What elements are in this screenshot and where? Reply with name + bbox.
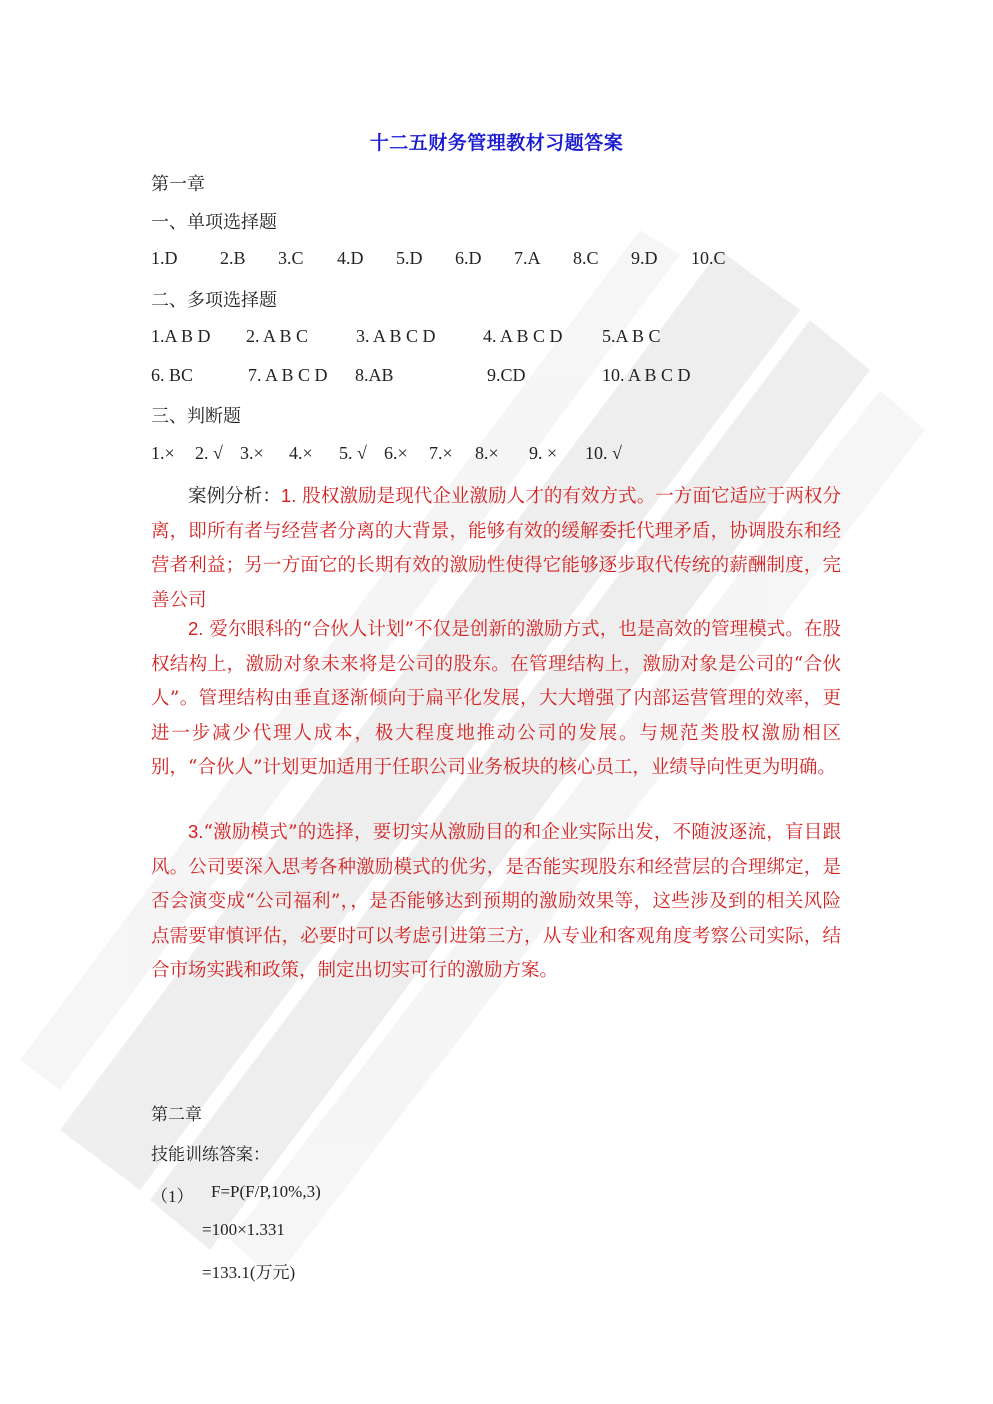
case-analysis-paragraph-3 (151, 815, 841, 989)
answer-item: 9.D (631, 248, 658, 268)
answer-item: 6.× (384, 443, 408, 463)
answer-item: 8.AB (355, 365, 394, 385)
case-analysis-paragraph-1 (151, 479, 841, 618)
multi-choice-heading: 二、多项选择题 (151, 290, 277, 311)
answer-item: 10. √ (585, 443, 622, 463)
paragraph-number: 2. (188, 618, 204, 639)
paragraph-text: “激励模式”的选择，要切实从激励目的和企业实际出发，不随波逐流，盲目跟风。公司要深入思考各种激励模式的优劣，是否能实现股东和经营层的合理绑定，是否会演变成“公司福利”，，是否能够达到预期的激励效果等，这些涉及到的相关风险点需要审慎评估，必要时可以考虑引进第三方，从专业和客观角度考察公司实际，结合市场实践和政策，制定出切实可行的激励方案。 (151, 822, 841, 981)
answer-item: 7. A B C D (248, 365, 328, 385)
paragraph-text: 爱尔眼科的“合伙人计划”不仅是创新的激励方式，也是高效的管理模式。在股权结构上，激励对象未来将是公司的股东。在管理结构上，激励对象是公司的“合伙人”。管理结构由垂直逐渐倾向于扁平化发展，大大增强了内部运营管理的效率，更进一步减少代理人成本，极大程度地推动公司的发展。与规范类股权激励相区别，“合伙人”计划更加适用于任职公司业务板块的核心员工，业绩导向性更为明确。 (151, 619, 841, 778)
single-choice-heading: 一、单项选择题 (151, 212, 277, 233)
answer-item: 6.D (455, 248, 482, 268)
item-label: （1） (151, 1187, 194, 1206)
document-title: 十二五财务管理教材习题答案 (369, 132, 624, 154)
answer-item: 5.A B C (602, 326, 661, 346)
case-analysis-paragraph-2 (151, 612, 841, 786)
formula-line: =100×1.331 (202, 1220, 285, 1239)
paragraph-number: 1. (280, 485, 297, 506)
answer-item: 3. A B C D (356, 326, 436, 346)
chapter2-heading: 第二章 (151, 1105, 202, 1125)
answer-item: 4. A B C D (483, 326, 563, 346)
answer-item: 3.C (278, 248, 304, 268)
case-analysis-label: 案例分析： (188, 486, 281, 507)
true-false-heading: 三、判断题 (151, 406, 241, 427)
answer-item: 7.× (429, 443, 453, 463)
answer-item: 8.× (475, 443, 499, 463)
answer-item: 1.A B D (151, 326, 211, 346)
answer-item: 6. BC (151, 365, 194, 385)
answer-item: 9. × (529, 443, 558, 463)
formula-line: =133.1(万元) (202, 1263, 296, 1282)
answer-item: 9.CD (487, 365, 526, 385)
answer-item: 5. √ (339, 443, 367, 463)
answer-item: 7.A (514, 248, 541, 268)
answer-item: 5.D (396, 248, 423, 268)
skills-heading: 技能训练答案： (151, 1145, 270, 1165)
answer-item: 2. √ (195, 443, 223, 463)
answer-item: 2. A B C (246, 326, 309, 346)
answer-item: 1.D (151, 248, 178, 268)
answer-item: 1.× (151, 443, 175, 463)
answer-item: 3.× (240, 443, 264, 463)
paragraph-text: 股权激励是现代企业激励人才的有效方式。一方面它适应于两权分离，即所有者与经营者分离的大背景，能够有效的缓解委托代理矛盾，协调股东和经营者利益；另一方面它的长期有效的激励性使得它能够逐步取代传统的薪酬制度，完善公司 (151, 486, 841, 611)
answer-item: 4.D (337, 248, 364, 268)
answer-item: 10.C (691, 248, 726, 268)
answer-item: 10. A B C D (602, 365, 691, 385)
answer-item: 4.× (289, 443, 313, 463)
formula-line: F=P(F/P,10%,3) (211, 1182, 321, 1201)
chapter1-heading: 第一章 (151, 174, 205, 195)
answer-item: 2.B (220, 248, 246, 268)
answer-item: 8.C (573, 248, 599, 268)
paragraph-number: 3. (188, 821, 204, 842)
